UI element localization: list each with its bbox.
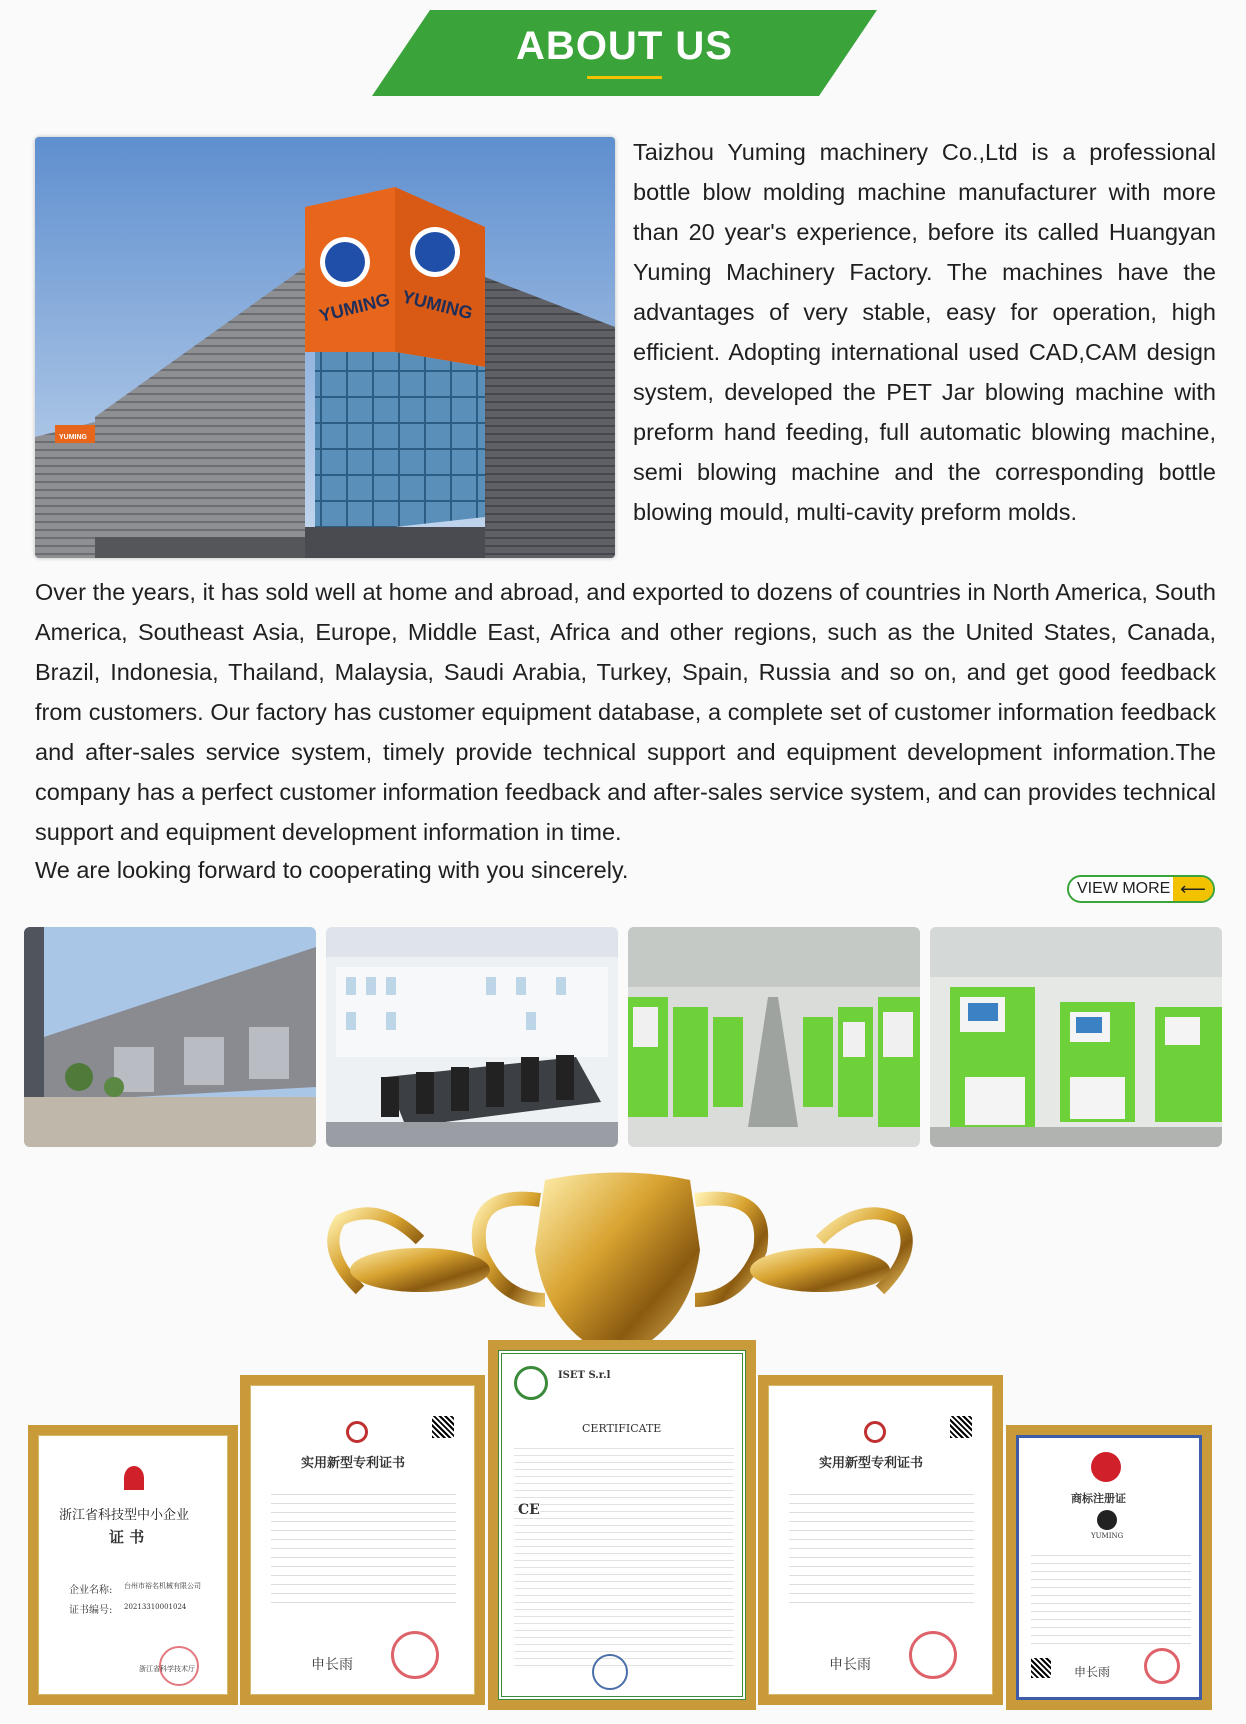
patent-logo-icon <box>864 1421 886 1443</box>
cert4-signature: 申长雨 <box>829 1657 871 1673</box>
cert3-mark: CE <box>518 1502 540 1518</box>
stamp-icon <box>391 1631 439 1679</box>
cert2-title: 实用新型专利证书 <box>301 1456 406 1471</box>
showroom-photo <box>326 927 618 1147</box>
view-more-arrow-glyph: ⟵ <box>1180 878 1206 899</box>
qr-code-icon <box>432 1416 454 1438</box>
cert1-number-value: 20213310001024 <box>124 1603 187 1611</box>
cert3-org: ISET S.r.l <box>558 1370 611 1381</box>
cert2-body-lines <box>271 1486 456 1606</box>
title-underline <box>587 76 662 79</box>
view-more-button[interactable] <box>1067 875 1215 903</box>
certificate-patent-2 <box>758 1375 1003 1705</box>
cert1-company-value: 台州市裕名机械有限公司 <box>124 1582 201 1590</box>
arrow-left-icon <box>1173 877 1213 901</box>
cert1-company-label: 企业名称: <box>69 1585 113 1596</box>
cert1-line2: 证 书 <box>109 1528 145 1546</box>
cert2-signature: 申长雨 <box>311 1657 353 1673</box>
body-paragraph: Over the years, it has sold well at home and abroad, and exported to dozens of countries in North America, South America, Southeast Asia, Europe, Middle East, Africa and other regions, such as the United States, Canada, Brazil, Indonesia, Thailand, Malaysia, Saudi Arabia, Turkey, Spain, Russia and so on, and get good feedback from customers. Our factory has customer equipment database, a complete set of customer information feedback and after-sales service system, timely provide technical support and equipment development information.The company has a perfect customer information feedback and after-sales service system, and can provides technical support and equipment development information in time. <box>35 579 1216 845</box>
national-emblem-icon <box>1091 1452 1121 1482</box>
about-us-banner <box>372 10 877 96</box>
sign-brand-left: YUMING <box>317 289 392 326</box>
certificate-patent-1 <box>240 1375 485 1705</box>
cert1-number-label: 证书编号: <box>69 1605 113 1616</box>
cert5-signature: 申长雨 <box>1074 1665 1111 1679</box>
cert5-title: 商标注册证 <box>1071 1492 1126 1505</box>
closing-paragraph: We are looking forward to cooperating with you sincerely. <box>35 857 629 883</box>
qr-code-icon <box>1031 1658 1051 1678</box>
cert1-issuer: 浙江省科学技术厅 <box>139 1665 195 1673</box>
intro-paragraph: Taizhou Yuming machinery Co.,Ltd is a professional bottle blow molding machine manufacturer with more than 20 year's experience, before its called Huangyan Yuming Machinery Factory. The machines have the advantages of very stable, easy for operation, high efficient. Adopting international used CAD,CAM design system, developed the PET Jar blowing machine with preform hand feeding, full automatic blowing machine, semi blowing machine and the corresponding bottle blowing mould, multi-cavity preform molds. <box>633 139 1216 525</box>
page-title: ABOUT US <box>516 24 733 68</box>
blow-molding-machines-photo <box>930 927 1222 1147</box>
qr-code-icon <box>950 1416 972 1438</box>
patent-logo-icon <box>346 1421 368 1443</box>
cert3-title: CERTIFICATE <box>582 1422 662 1435</box>
certificates-section <box>0 1160 1246 1724</box>
sign-brand-far: YUMING <box>59 434 87 441</box>
certificate-ce <box>488 1340 756 1710</box>
stamp-icon <box>909 1631 957 1679</box>
cert3-body-lines <box>514 1442 734 1672</box>
factory-exterior-photo <box>24 927 316 1147</box>
emblem-icon <box>124 1466 144 1490</box>
iset-logo-icon <box>514 1366 548 1400</box>
cert5-brand: YUMING <box>1091 1532 1124 1540</box>
cert5-body-lines <box>1031 1548 1191 1648</box>
certificate-sme <box>28 1425 238 1705</box>
sign-brand-right: YUMING <box>400 286 475 324</box>
factory-building-photo <box>35 137 615 558</box>
view-more-label: VIEW MORE <box>1077 880 1171 897</box>
cert4-title: 实用新型专利证书 <box>819 1456 924 1471</box>
seal-icon <box>592 1654 628 1690</box>
certificate-trademark <box>1006 1425 1212 1710</box>
cert1-line1: 浙江省科技型中小企业 <box>59 1508 190 1523</box>
yuming-logo-icon <box>1097 1510 1117 1530</box>
workshop-machines-photo <box>628 927 920 1147</box>
cert4-body-lines <box>789 1486 974 1606</box>
stamp-icon <box>1144 1648 1180 1684</box>
